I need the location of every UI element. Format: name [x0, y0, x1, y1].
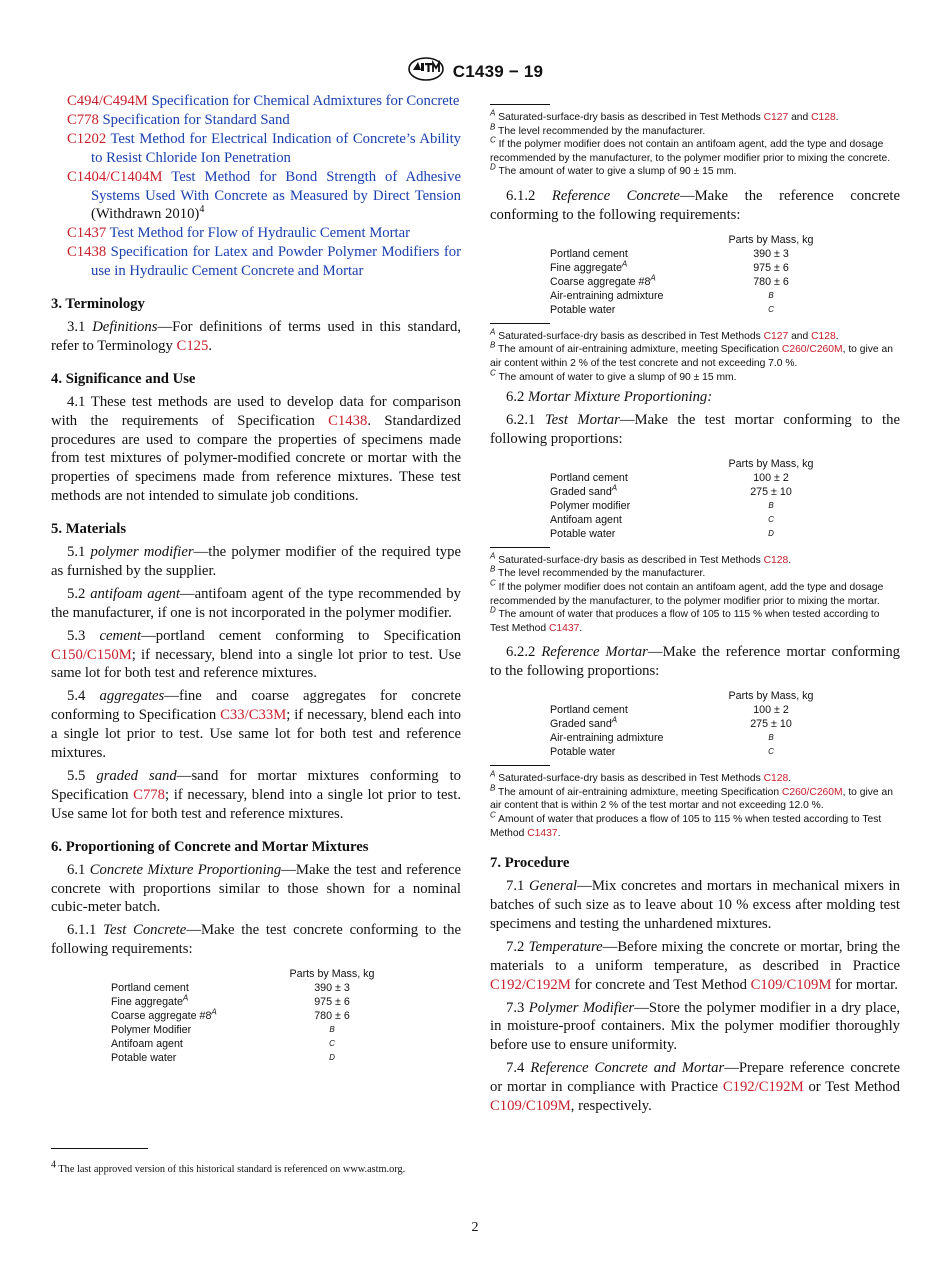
- table-cell-value: D: [768, 528, 774, 538]
- material-name: Potable water: [550, 746, 616, 759]
- table-row: [51, 981, 461, 995]
- paragraph-3-1: 3.1 Definitions—For definitions of terms used in this standard, refer to Terminology C125.: [51, 318, 462, 354]
- table-cell-value: B: [768, 733, 774, 743]
- paragraph-7-3: 7.3 Polymer Modifier—Store the polymer modifier in a dry place, in moisture-proof containers. Mix the polymer modifier thoroughly before use to ensure uniformity.: [490, 999, 901, 1054]
- material-name: Potable water: [550, 527, 616, 540]
- test-concrete-table: [51, 967, 461, 1065]
- paragraph-5-2: 5.2 antifoam agent—antifoam agent of the type recommended by the manufacturer, if one is not incorporated in the polymer modifier.: [51, 585, 461, 621]
- table-cell-material: [490, 703, 696, 717]
- footnote-text: If the polymer modifier does not contain an antifoam agent, add the type and dosage recommended by the manufacturer, to the polymer modifier prior to mixing the mortar.: [490, 582, 884, 607]
- footnote-text: The amount of water to give a slump of 90 ± 15 mm.: [498, 166, 737, 178]
- ref-link[interactable]: C109/C109M: [490, 1098, 571, 1115]
- reference-title[interactable]: Specification for Standard Sand: [102, 111, 290, 128]
- reference-number[interactable]: C1438: [67, 244, 107, 261]
- footnote-marker: C: [490, 368, 496, 378]
- table-cell-value: 390 ± 3: [753, 247, 789, 260]
- footnote-text: Saturated-surface-dry basis as described in Test Methods: [498, 112, 764, 123]
- table-footnote: [490, 327, 900, 344]
- material-name: Graded sand: [550, 718, 612, 731]
- footnote-text: , to give an air content that is within 2 % of the test mortar and not exceeding 12.0 %.: [490, 786, 893, 812]
- footnote-text: Saturated-surface-dry basis as described in Test Methods: [498, 773, 764, 785]
- table-cell-value: 390 ± 3: [314, 982, 350, 995]
- table-footnote: [490, 368, 900, 385]
- table-row: [490, 513, 900, 527]
- footnote-marker: A: [490, 327, 496, 337]
- section-heading-procedure: 7. Procedure: [490, 855, 570, 872]
- standard-code: C1439 − 19: [452, 61, 544, 81]
- footnote-text: .: [835, 330, 839, 342]
- material-name: Antifoam agent: [550, 513, 622, 526]
- footnote-marker: C: [490, 135, 496, 145]
- table-cell-material: [51, 1009, 257, 1023]
- reference-concrete-footnotes: [490, 327, 900, 384]
- material-name: Portland cement: [550, 704, 628, 717]
- table-cell-value: C: [768, 747, 774, 757]
- ref-link[interactable]: C260/C260M: [781, 344, 843, 356]
- ref-link[interactable]: C1437: [548, 622, 580, 634]
- reference-title[interactable]: Specification for Latex and Powder Polymer Modifiers for use in Hydraulic Cement Concrete and Mortar: [91, 244, 461, 280]
- ref-link[interactable]: C127: [763, 112, 789, 123]
- ref-link[interactable]: C778: [133, 786, 165, 803]
- paragraph-5-5: 5.5 graded sand—sand for mortar mixtures conforming to Specification C778; if necessary, blend into a single lot prior to test. Use same lot for both test and reference mixtures.: [51, 768, 462, 822]
- ref-link[interactable]: C33/C33M: [220, 707, 287, 724]
- footnote-marker: D: [490, 605, 496, 615]
- table-cell-value: 275 ± 10: [750, 485, 792, 498]
- table-cell-value: 100 ± 2: [753, 471, 789, 484]
- footnote-text: .: [579, 622, 583, 634]
- footnote-marker: A: [650, 273, 656, 283]
- reference-item: [51, 243, 461, 281]
- ref-link[interactable]: C128: [763, 554, 789, 566]
- footnote-text: Saturated-surface-dry basis as described in Test Methods: [498, 554, 764, 566]
- table-cell-value: B: [329, 1025, 335, 1035]
- reference-title[interactable]: Test Method for Bond Strength of Adhesive Systems Used With Concrete as Measured by Direct Tension: [91, 168, 461, 204]
- table-header: Parts by Mass, kg: [728, 233, 814, 246]
- section-heading-terminology: 3. Terminology: [51, 296, 145, 313]
- footnote-marker: B: [490, 783, 496, 793]
- test-mortar-table: [490, 457, 900, 541]
- table-cell-value: 780 ± 6: [314, 1010, 350, 1023]
- material-name: Air-entraining admixture: [550, 732, 664, 745]
- table-row: [51, 1037, 461, 1051]
- table-cell-material: [51, 1037, 257, 1051]
- paragraph-7-1: 7.1 General—Mix concretes and mortars in mechanical mixers in batches of such size as to leave about 10 % excess after molding test specimens and testing the unhardened mixtures.: [490, 878, 900, 932]
- paragraph-6-1: 6.1 Concrete Mixture Proportioning—Make the test and reference concrete with proportions similar to those shown for a nominal cubic-meter batch.: [51, 861, 462, 916]
- table-row: [490, 499, 900, 513]
- paragraph-5-3: 5.3 cement—portland cement conforming to Specification C150/C150M; if necessary, blend into a single lot prior to test. Use same lot for both test and reference mixtures.: [51, 627, 462, 682]
- table-row: [490, 471, 900, 485]
- section-heading-materials: 5. Materials: [51, 521, 127, 538]
- material-name: Coarse aggregate #8: [111, 1010, 212, 1023]
- astm-logo-icon: [407, 57, 445, 86]
- ref-link[interactable]: C128: [811, 330, 836, 342]
- table-cell-material: [490, 471, 696, 485]
- reference-item: [51, 224, 461, 243]
- table-row: [490, 247, 900, 261]
- table-cell-value: C: [329, 1039, 335, 1049]
- table-row: [490, 745, 900, 759]
- footnote-text: , to give an air content within 2 % of the test concrete and not exceeding 7.0 %.: [490, 344, 893, 369]
- table-row: [490, 731, 900, 745]
- footnote-rule: [490, 104, 550, 105]
- table-cell-value: D: [329, 1053, 335, 1063]
- table-row: [51, 995, 461, 1009]
- table-footnote: [490, 567, 900, 581]
- table-row: [490, 527, 900, 541]
- table-cell-material: [490, 275, 696, 289]
- material-name: Fine aggregate: [550, 261, 622, 274]
- section-heading-significance: 4. Significance and Use: [51, 370, 196, 387]
- footnote-text: and: [788, 330, 812, 342]
- table-footnote: [490, 122, 900, 139]
- reference-item: [51, 130, 461, 168]
- table-cell-value: 975 ± 6: [314, 996, 350, 1009]
- table-footnote: [490, 162, 900, 179]
- ref-link[interactable]: C192/C192M: [722, 1079, 804, 1096]
- footnote-text: The amount of water that produces a flow of 105 to 115 % when tested according to Test Method: [490, 609, 880, 634]
- material-name: Air-entraining admixture: [550, 289, 664, 302]
- table-cell-value: B: [768, 500, 774, 510]
- right-column: [490, 96, 900, 1120]
- reference-note: (Withdrawn 2010): [91, 206, 200, 223]
- ref-link[interactable]: C192/C192M: [490, 976, 571, 993]
- table-cell-material: [490, 485, 696, 499]
- footnote-marker: C: [490, 578, 496, 588]
- table-header: Parts by Mass, kg: [728, 457, 814, 470]
- table-cell-value: 100 ± 2: [753, 704, 789, 717]
- material-name: Portland cement: [111, 982, 189, 995]
- footnote-text: Amount of water that produces a flow of 105 to 115 % when tested according to Test Method: [490, 814, 882, 839]
- paragraph-6-2-1: 6.2.1 Test Mortar—Make the test mortar conforming to the following proportions:: [490, 412, 901, 447]
- table-cell-material: [51, 1051, 257, 1065]
- footnote-marker: B: [490, 340, 496, 350]
- footnote-text: The level recommended by the manufacturer.: [498, 568, 706, 580]
- table-row: [490, 717, 900, 731]
- footnote-text: The amount of water to give a slump of 90 ± 15 mm.: [498, 371, 737, 383]
- table-cell-value: C: [768, 514, 774, 524]
- footnote-text: .: [557, 827, 561, 839]
- ref-link[interactable]: C128: [763, 773, 789, 785]
- footnote-marker: A: [182, 993, 189, 1003]
- footnote-rule: [51, 1148, 148, 1149]
- table-row: [51, 1009, 461, 1023]
- table-cell-material: [490, 717, 696, 731]
- footnote-marker: A: [611, 483, 618, 493]
- reference-item: [51, 92, 461, 111]
- ref-link[interactable]: C1438: [328, 412, 368, 429]
- table-row: [51, 1051, 461, 1065]
- footnote-rule: [490, 765, 550, 766]
- footnote-marker: A: [490, 551, 496, 561]
- footnote-marker: A: [490, 108, 496, 118]
- footnote-marker: A: [611, 715, 618, 725]
- table-footnote: [490, 551, 900, 568]
- footnote-rule: [490, 323, 550, 324]
- test-mortar-footnotes: [490, 551, 900, 636]
- paragraph-6-2-2: 6.2.2 Reference Mortar—Make the reference mortar conforming to the following proportions:: [490, 644, 901, 680]
- left-column: [51, 92, 461, 1071]
- footnote-text: If the polymer modifier does not contain an antifoam agent, add the type and dosage recommended by the manufacturer, to the polymer modifier prior to mixing the concrete.: [490, 139, 891, 164]
- table-row: [490, 289, 900, 303]
- reference-item: [51, 111, 461, 130]
- reference-item: [51, 168, 461, 225]
- ref-link[interactable]: C150/C150M: [51, 646, 132, 663]
- table-cell-value: 975 ± 6: [753, 261, 789, 274]
- material-name: Potable water: [111, 1052, 177, 1065]
- reference-number[interactable]: C1437: [67, 225, 107, 242]
- table-cell-material: [490, 499, 696, 513]
- table-cell-material: [490, 303, 696, 317]
- reference-concrete-table: [490, 233, 900, 317]
- footnote-text: The level recommended by the manufacturer.: [498, 125, 706, 137]
- reference-title[interactable]: Test Method for Flow of Hydraulic Cement Mortar: [109, 225, 411, 242]
- footnote-text: .: [788, 773, 792, 785]
- footnote-text: and: [788, 112, 812, 123]
- ref-link[interactable]: C128: [811, 112, 836, 123]
- page-header: [0, 57, 950, 86]
- material-name: Portland cement: [550, 471, 628, 484]
- table-row: [490, 261, 900, 275]
- ref-link[interactable]: C125: [176, 337, 209, 354]
- ref-link[interactable]: C260/C260M: [781, 786, 843, 798]
- footnote-marker: A: [211, 1007, 217, 1017]
- footnote-text: Saturated-surface-dry basis as described in Test Methods: [498, 330, 764, 342]
- table-cell-material: [490, 261, 696, 275]
- material-name: Polymer Modifier: [111, 1024, 192, 1037]
- reference-mortar-table: [490, 689, 900, 759]
- page-footnote: $^4$ The last approved version of this historical standard is referenced on www.astm.org.: [51, 1148, 461, 1177]
- ref-link[interactable]: C127: [763, 330, 789, 342]
- test-concrete-footnotes: [490, 108, 900, 179]
- table-cell-value: C: [768, 304, 774, 314]
- paragraph-6-2: 6.2 Mortar Mixture Proportioning:: [506, 389, 713, 406]
- footnote-marker: B: [490, 565, 496, 575]
- material-name: Graded sand: [550, 485, 612, 498]
- paragraph-4-1: 4.1 These test methods are used to develop data for comparison with the requirements of Specification C1438. Standardized procedures are used to compare the properties of specimens made from test mixtures of polymer-modified concrete or mortar with the properties of specimens made from reference mixtures. These test methods are not intended to simulate job conditions.: [51, 393, 461, 505]
- footnote-marker: D: [490, 162, 496, 172]
- paragraph-6-1-1: 6.1.1 Test Concrete—Make the test concrete conforming to the following requirements:: [51, 922, 461, 958]
- table-footnote: [490, 783, 900, 813]
- material-name: Coarse aggregate #8: [550, 275, 651, 288]
- table-footnote: [490, 340, 900, 370]
- reference-list: [51, 92, 461, 281]
- reference-number[interactable]: C1202: [67, 130, 107, 147]
- section-heading-proportioning: 6. Proportioning of Concrete and Mortar Mixtures: [51, 838, 369, 855]
- footnote-marker: C: [490, 810, 496, 820]
- table-cell-material: [51, 1023, 257, 1037]
- table-header: Parts by Mass, kg: [289, 968, 375, 981]
- table-footnote: [490, 108, 900, 125]
- footnote-text: .: [835, 112, 839, 123]
- footnote-marker: 4: [199, 204, 205, 216]
- footnote-marker: A: [490, 769, 496, 779]
- table-row: [490, 303, 900, 317]
- table-row: [490, 703, 900, 717]
- table-row: [490, 275, 900, 289]
- table-footnote: [490, 135, 900, 165]
- table-header: Parts by Mass, kg: [728, 690, 814, 703]
- paragraph-5-1: 5.1 polymer modifier—the polymer modifier of the required type as furnished by the supplier.: [51, 544, 461, 579]
- table-cell-material: [490, 513, 696, 527]
- reference-number[interactable]: C1404/C1404M: [67, 168, 163, 185]
- footnote-text: The amount of air-entraining admixture, meeting Specification: [498, 786, 782, 798]
- ref-link[interactable]: C109/C109M: [750, 976, 832, 993]
- table-cell-material: [490, 289, 696, 303]
- table-cell-value: 275 ± 10: [750, 718, 792, 731]
- ref-link[interactable]: C1437: [527, 827, 558, 839]
- table-cell-value: B: [768, 290, 774, 300]
- table-cell-material: [490, 527, 696, 541]
- footnote-rule: [490, 547, 550, 548]
- table-footnote: [490, 769, 900, 786]
- paragraph-7-4: 7.4 Reference Concrete and Mortar—Prepare reference concrete or mortar in compliance with Practice C192/C192M or Test Method C109/C109M, respectively.: [490, 1060, 901, 1115]
- footnote-marker: B: [490, 122, 496, 132]
- reference-number[interactable]: C494/C494M: [67, 93, 148, 109]
- table-footnote: [490, 578, 900, 608]
- table-cell-material: [490, 745, 696, 759]
- reference-number[interactable]: C778: [67, 111, 99, 128]
- material-name: Polymer modifier: [550, 499, 631, 512]
- paragraph-7-2: 7.2 Temperature—Before mixing the concrete or mortar, bring the materials to a uniform temperature, as described in Practice C192/C192M for concrete and Test Method C109/C109M for mortar.: [490, 938, 901, 993]
- footnote-marker: A: [621, 259, 628, 269]
- table-cell-material: [51, 995, 257, 1009]
- material-name: Portland cement: [550, 247, 628, 260]
- material-name: Fine aggregate: [111, 996, 183, 1009]
- material-name: Potable water: [550, 303, 616, 316]
- paragraph-5-4: 5.4 aggregates—fine and coarse aggregates for concrete conforming to Specification C33/C33M; if necessary, blend each into a single lot prior to test. Use same lot for both test and reference mixtures.: [51, 688, 461, 762]
- table-footnote: [490, 605, 900, 635]
- table-row: [51, 1023, 461, 1037]
- reference-title[interactable]: Test Method for Electrical Indication of Concrete’s Ability to Resist Chloride Ion Penetration: [91, 130, 461, 166]
- table-row: [490, 485, 900, 499]
- footnote-text: .: [788, 554, 792, 566]
- page-number: 2: [471, 1220, 479, 1235]
- table-cell-material: [490, 731, 696, 745]
- reference-mortar-footnotes: [490, 769, 900, 840]
- reference-title[interactable]: Specification for Chemical Admixtures for Concrete: [151, 93, 460, 109]
- table-footnote: [490, 810, 900, 840]
- footnote-text: The amount of air-entraining admixture, meeting Specification: [498, 344, 782, 356]
- paragraph-6-1-2: 6.1.2 Reference Concrete—Make the reference concrete conforming to the following requirements:: [490, 187, 900, 223]
- table-cell-material: [51, 981, 257, 995]
- material-name: Antifoam agent: [111, 1038, 183, 1051]
- table-cell-material: [490, 247, 696, 261]
- table-cell-value: 780 ± 6: [753, 275, 789, 288]
